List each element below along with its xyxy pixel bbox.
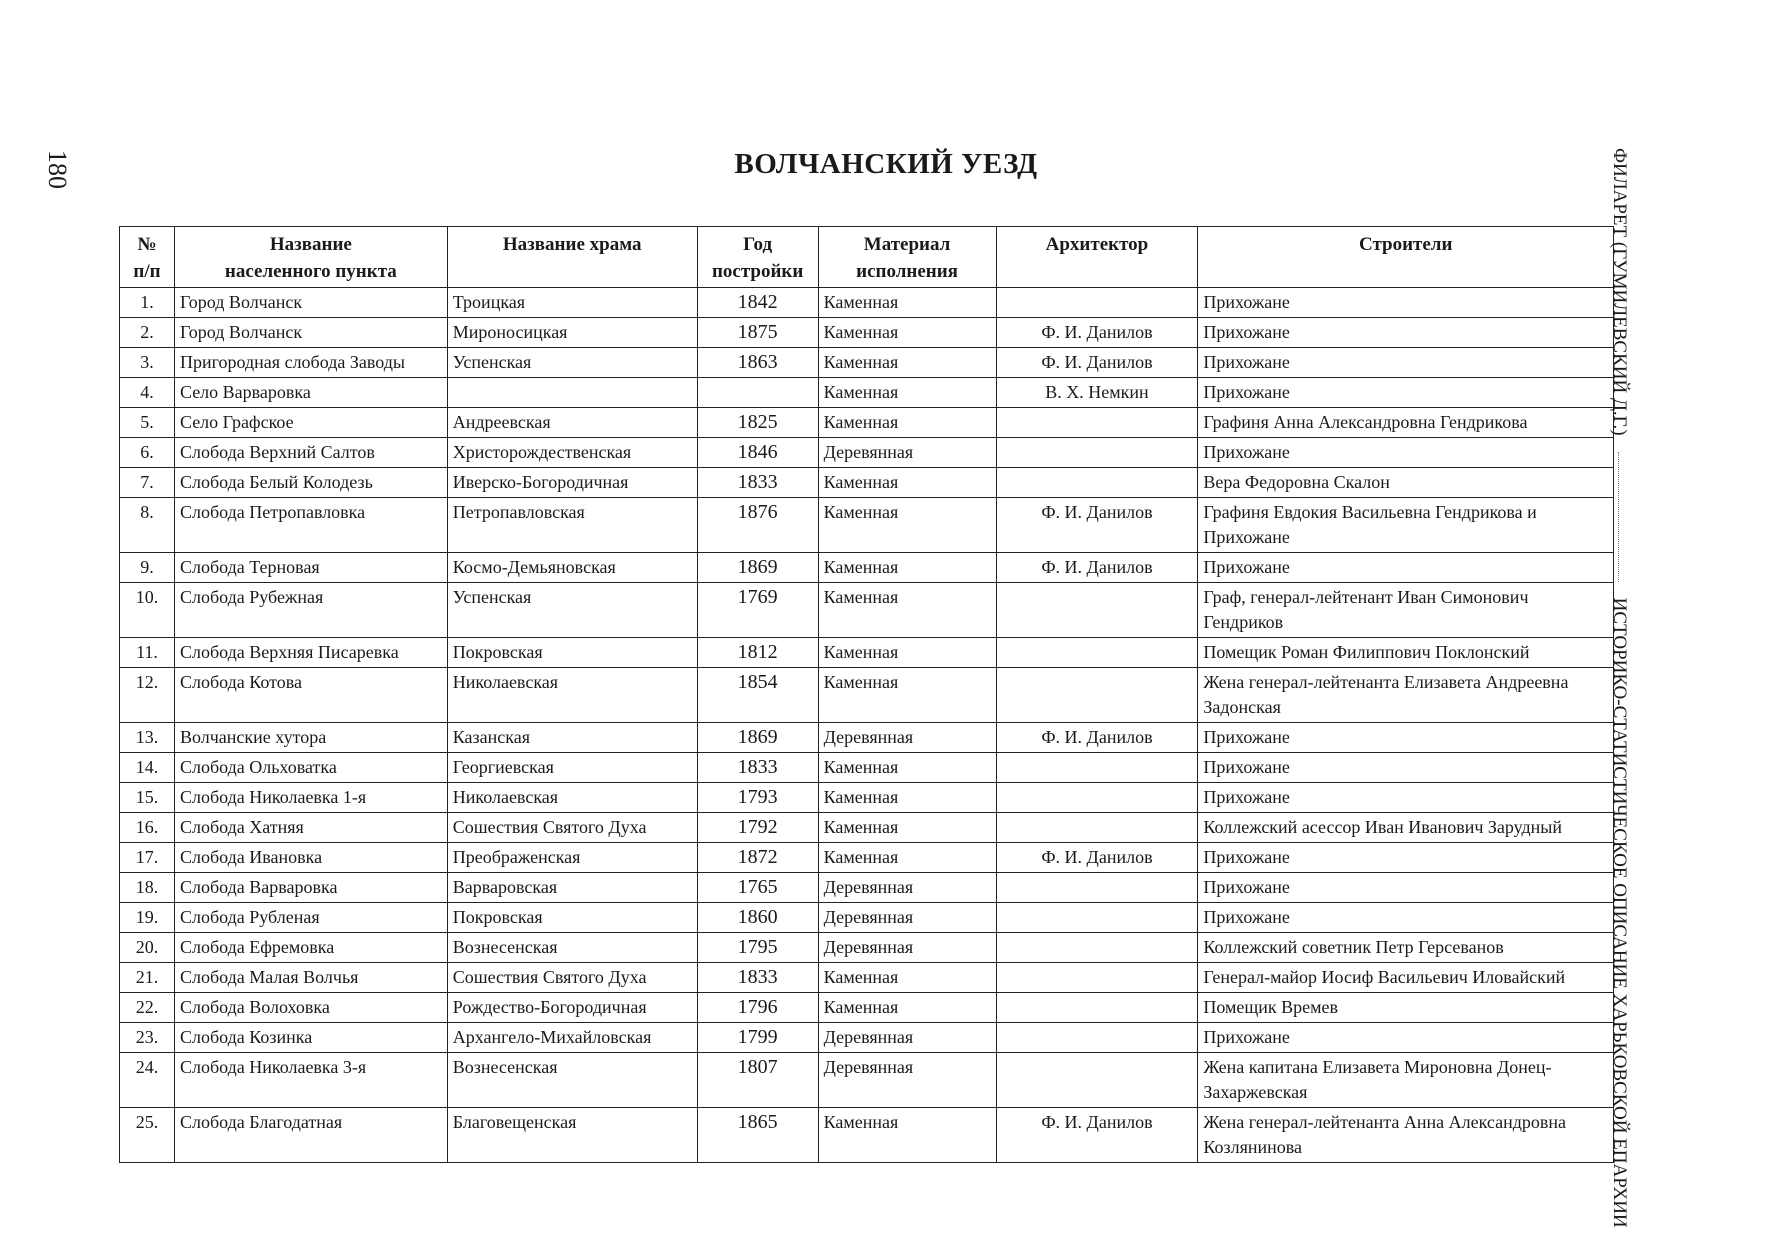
cell-church: Троицкая [447,288,697,318]
cell-church: Андреевская [447,408,697,438]
cell-builders: Графиня Евдокия Васильевна Гендрикова и Прихожане [1198,498,1614,553]
cell-material: Каменная [818,963,996,993]
cell-number: 24. [120,1053,175,1108]
cell-year: 1807 [697,1053,818,1108]
cell-year: 1860 [697,903,818,933]
cell-architect: Ф. И. Данилов [996,498,1198,553]
cell-place: Слобода Рубежная [174,583,447,638]
cell-material: Каменная [818,583,996,638]
cell-church: Николаевская [447,668,697,723]
cell-place: Слобода Верхний Салтов [174,438,447,468]
header-church: Название храма [447,227,697,288]
cell-place: Слобода Петропавловка [174,498,447,553]
cell-number: 20. [120,933,175,963]
cell-material: Каменная [818,468,996,498]
cell-church: Мироносицкая [447,318,697,348]
table-row [120,638,1614,668]
cell-builders: Жена генерал-лейтенанта Елизавета Андреевна Задонская [1198,668,1614,723]
cell-number: 9. [120,553,175,583]
cell-architect [996,903,1198,933]
cell-number: 16. [120,813,175,843]
cell-material: Каменная [818,553,996,583]
cell-material: Каменная [818,843,996,873]
cell-year: 1812 [697,638,818,668]
cell-place: Слобода Варваровка [174,873,447,903]
cell-builders: Прихожане [1198,553,1614,583]
table-row [120,1023,1614,1053]
cell-place: Слобода Белый Колодезь [174,468,447,498]
cell-church: Николаевская [447,783,697,813]
cell-year: 1846 [697,438,818,468]
cell-year: 1769 [697,583,818,638]
cell-material: Каменная [818,993,996,1023]
table-row [120,408,1614,438]
table-row [120,903,1614,933]
header-number: № п/п [120,227,175,288]
cell-church: Покровская [447,638,697,668]
cell-church: Преображенская [447,843,697,873]
cell-number: 2. [120,318,175,348]
cell-place: Слобода Благодатная [174,1108,447,1163]
cell-material: Деревянная [818,1053,996,1108]
cell-year: 1796 [697,993,818,1023]
cell-material: Каменная [818,638,996,668]
cell-architect [996,1053,1198,1108]
cell-builders: Помещик Времев [1198,993,1614,1023]
cell-number: 4. [120,378,175,408]
table-row [120,813,1614,843]
cell-year: 1765 [697,873,818,903]
cell-material: Каменная [818,668,996,723]
cell-number: 17. [120,843,175,873]
cell-church: Рождество-Богородичная [447,993,697,1023]
cell-material: Каменная [818,1108,996,1163]
cell-church: Благовещенская [447,1108,697,1163]
cell-number: 21. [120,963,175,993]
cell-year [697,378,818,408]
table-row [120,498,1614,553]
cell-builders: Генерал-майор Иосиф Васильевич Иловайский [1198,963,1614,993]
header-architect: Архитектор [996,227,1198,288]
cell-church: Христорождественская [447,438,697,468]
cell-material: Каменная [818,408,996,438]
cell-builders: Графиня Анна Александровна Гендрикова [1198,408,1614,438]
cell-number: 13. [120,723,175,753]
table-row [120,668,1614,723]
cell-number: 6. [120,438,175,468]
cell-year: 1842 [697,288,818,318]
cell-builders: Жена генерал-лейтенанта Анна Александровна Козлянинова [1198,1108,1614,1163]
header-material: Материал исполнения [818,227,996,288]
cell-material: Деревянная [818,873,996,903]
table-row [120,553,1614,583]
table-row [120,933,1614,963]
cell-number: 25. [120,1108,175,1163]
table-row [120,1108,1614,1163]
cell-architect [996,783,1198,813]
cell-builders: Прихожане [1198,723,1614,753]
cell-architect: Ф. И. Данилов [996,723,1198,753]
cell-builders: Прихожане [1198,843,1614,873]
cell-place: Слобода Рубленая [174,903,447,933]
cell-architect [996,438,1198,468]
cell-material: Каменная [818,813,996,843]
cell-year: 1876 [697,498,818,553]
cell-church: Успенская [447,583,697,638]
cell-architect [996,668,1198,723]
cell-material: Деревянная [818,903,996,933]
cell-number: 15. [120,783,175,813]
cell-church [447,378,697,408]
cell-architect: Ф. И. Данилов [996,553,1198,583]
page-number: 180 [43,150,72,189]
cell-year: 1875 [697,318,818,348]
table-row [120,438,1614,468]
cell-material: Каменная [818,753,996,783]
cell-year: 1795 [697,933,818,963]
cell-number: 22. [120,993,175,1023]
cell-year: 1833 [697,963,818,993]
cell-architect [996,993,1198,1023]
cell-material: Каменная [818,348,996,378]
cell-architect: Ф. И. Данилов [996,348,1198,378]
cell-architect [996,468,1198,498]
table-row [120,783,1614,813]
cell-number: 8. [120,498,175,553]
cell-builders: Коллежский советник Петр Герсеванов [1198,933,1614,963]
cell-place: Волчанские хутора [174,723,447,753]
cell-builders: Прихожане [1198,348,1614,378]
cell-material: Каменная [818,318,996,348]
table-row [120,288,1614,318]
cell-builders: Прихожане [1198,1023,1614,1053]
table-row [120,753,1614,783]
cell-architect [996,288,1198,318]
cell-material: Каменная [818,783,996,813]
cell-church: Сошествия Святого Духа [447,963,697,993]
cell-church: Георгиевская [447,753,697,783]
cell-place: Слобода Хатняя [174,813,447,843]
cell-year: 1869 [697,553,818,583]
cell-architect: Ф. И. Данилов [996,843,1198,873]
cell-architect [996,638,1198,668]
cell-material: Деревянная [818,438,996,468]
running-header-book-title: ИСТОРИКО-СТАТИСТИЧЕСКОЕ ОПИСАНИЕ ХАРЬКОВСКОЙ ЕПАРХИИ [1609,597,1630,1228]
cell-place: Слобода Николаевка 1-я [174,783,447,813]
cell-builders: Граф, генерал-лейтенант Иван Симонович Гендриков [1198,583,1614,638]
table-row [120,843,1614,873]
cell-place: Слобода Котова [174,668,447,723]
cell-material: Каменная [818,288,996,318]
table-row [120,993,1614,1023]
cell-material: Каменная [818,498,996,553]
cell-year: 1854 [697,668,818,723]
cell-place: Слобода Ивановка [174,843,447,873]
cell-builders: Прихожане [1198,783,1614,813]
cell-number: 12. [120,668,175,723]
cell-architect [996,408,1198,438]
cell-architect [996,933,1198,963]
table-row [120,583,1614,638]
cell-builders: Коллежский асессор Иван Иванович Зарудный [1198,813,1614,843]
cell-number: 7. [120,468,175,498]
table-row [120,318,1614,348]
table-row [120,723,1614,753]
cell-architect [996,583,1198,638]
cell-architect [996,813,1198,843]
cell-architect [996,873,1198,903]
cell-church: Иверско-Богородичная [447,468,697,498]
table-row [120,1053,1614,1108]
cell-number: 5. [120,408,175,438]
cell-place: Слобода Верхняя Писаревка [174,638,447,668]
cell-church: Покровская [447,903,697,933]
cell-number: 3. [120,348,175,378]
page-title: ВОЛЧАНСКИЙ УЕЗД [734,148,1038,180]
cell-church: Архангело-Михайловская [447,1023,697,1053]
cell-material: Деревянная [818,723,996,753]
cell-builders: Прихожане [1198,903,1614,933]
cell-year: 1865 [697,1108,818,1163]
cell-number: 14. [120,753,175,783]
cell-number: 19. [120,903,175,933]
cell-builders: Прихожане [1198,873,1614,903]
cell-place: Село Графское [174,408,447,438]
running-header-author: ФИЛАРЕТ (ГУМИЛЕВСКИЙ Д.Г.) [1609,148,1630,436]
cell-church: Вознесенская [447,933,697,963]
header-builders: Строители [1198,227,1614,288]
cell-number: 10. [120,583,175,638]
cell-church: Сошествия Святого Духа [447,813,697,843]
cell-place: Слобода Ольховатка [174,753,447,783]
cell-builders: Вера Федоровна Скалон [1198,468,1614,498]
cell-year: 1833 [697,468,818,498]
header-year: Год постройки [697,227,818,288]
cell-place: Слобода Терновая [174,553,447,583]
cell-number: 1. [120,288,175,318]
churches-table [119,226,1614,1163]
cell-church: Петропавловская [447,498,697,553]
cell-place: Слобода Малая Волчья [174,963,447,993]
cell-builders: Прихожане [1198,753,1614,783]
cell-architect: В. Х. Немкин [996,378,1198,408]
cell-number: 11. [120,638,175,668]
cell-material: Каменная [818,378,996,408]
cell-place: Город Волчанск [174,288,447,318]
cell-number: 18. [120,873,175,903]
table-row [120,378,1614,408]
cell-year: 1869 [697,723,818,753]
table-header-row [120,227,1614,288]
cell-place: Слобода Волоховка [174,993,447,1023]
cell-place: Слобода Козинка [174,1023,447,1053]
cell-year: 1863 [697,348,818,378]
cell-place: Слобода Николаевка 3-я [174,1053,447,1108]
cell-place: Село Варваровка [174,378,447,408]
cell-builders: Прихожане [1198,438,1614,468]
table-row [120,468,1614,498]
cell-builders: Прихожане [1198,318,1614,348]
cell-year: 1792 [697,813,818,843]
cell-number: 23. [120,1023,175,1053]
cell-builders: Помещик Роман Филиппович Поклонский [1198,638,1614,668]
cell-church: Казанская [447,723,697,753]
cell-builders: Прихожане [1198,288,1614,318]
table-row [120,963,1614,993]
cell-year: 1793 [697,783,818,813]
cell-year: 1825 [697,408,818,438]
cell-year: 1799 [697,1023,818,1053]
cell-material: Деревянная [818,933,996,963]
cell-church: Космо-Демьяновская [447,553,697,583]
cell-church: Варваровская [447,873,697,903]
cell-place: Слобода Ефремовка [174,933,447,963]
cell-place: Город Волчанск [174,318,447,348]
cell-place: Пригородная слобода Заводы [174,348,447,378]
cell-year: 1872 [697,843,818,873]
cell-architect: Ф. И. Данилов [996,1108,1198,1163]
cell-material: Деревянная [818,1023,996,1053]
cell-architect [996,1023,1198,1053]
cell-architect: Ф. И. Данилов [996,318,1198,348]
table-row [120,348,1614,378]
header-place: Название населенного пункта [174,227,447,288]
cell-builders: Жена капитана Елизавета Мироновна Донец-Захаржевская [1198,1053,1614,1108]
cell-year: 1833 [697,753,818,783]
table-row [120,873,1614,903]
cell-architect [996,753,1198,783]
cell-church: Успенская [447,348,697,378]
cell-builders: Прихожане [1198,378,1614,408]
cell-church: Вознесенская [447,1053,697,1108]
running-header-separator [1619,452,1620,582]
cell-architect [996,963,1198,993]
